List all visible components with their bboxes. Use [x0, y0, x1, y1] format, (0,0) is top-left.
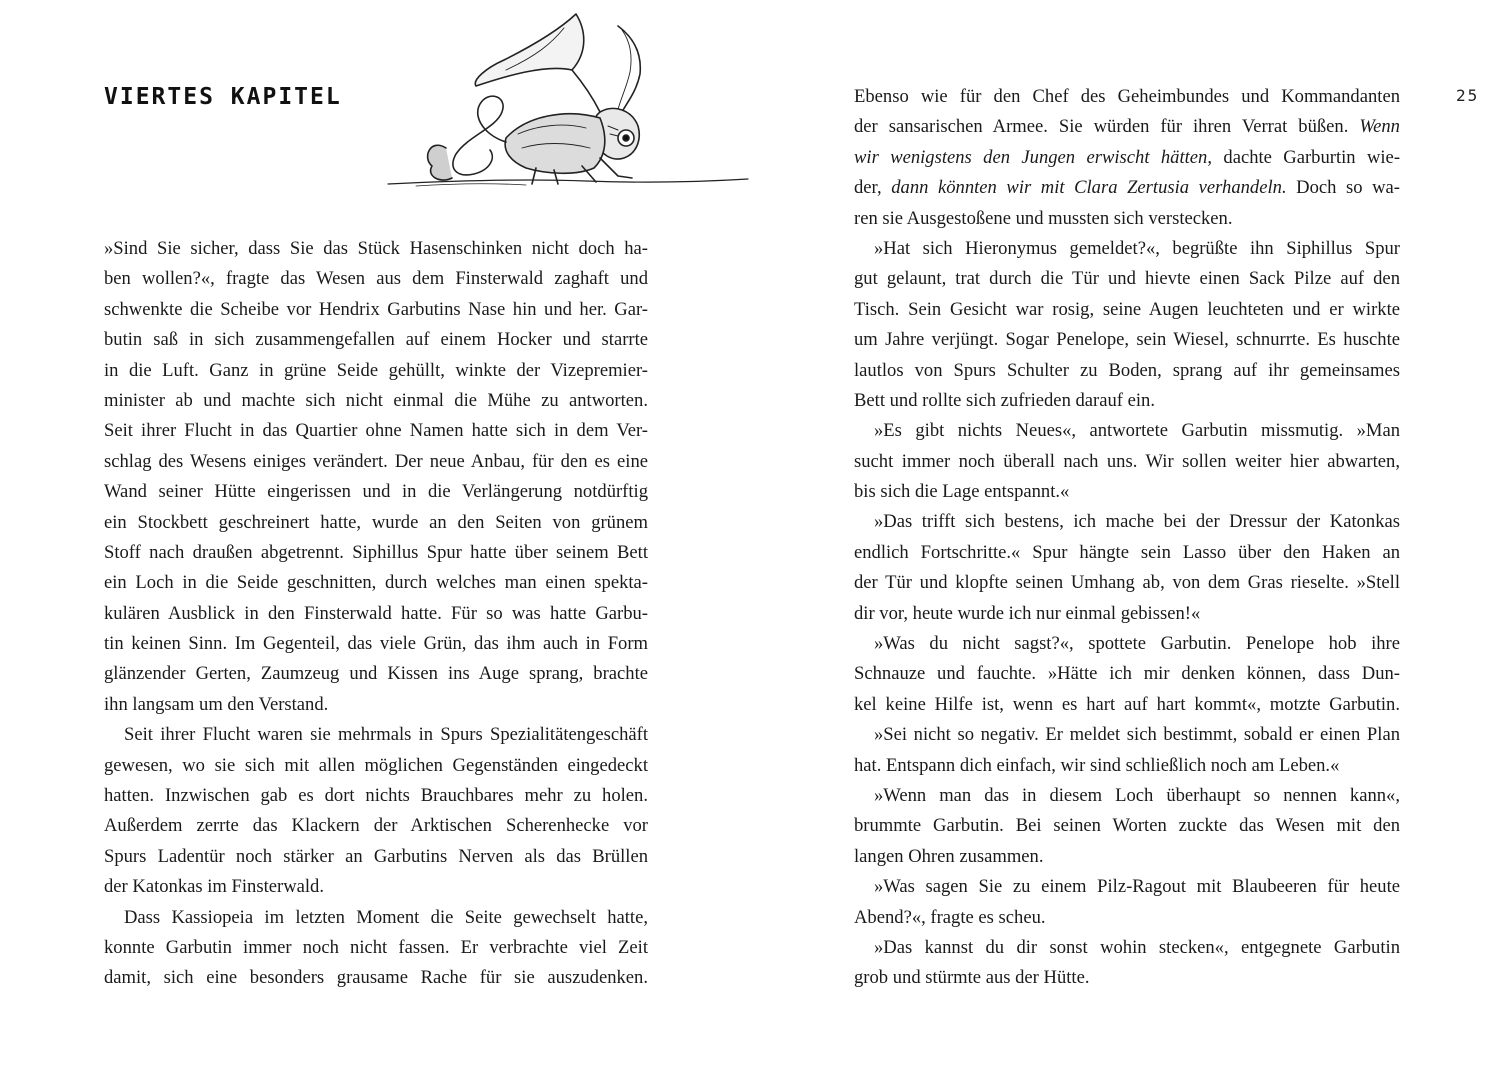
text-line: damit, sich eine besonders grausame Rache für sie auszudenken. — [104, 967, 648, 989]
text-line: hatten. Inzwischen gab es dort nichts Brauchbares mehr zu holen. — [104, 785, 648, 807]
text-line: »Was sagen Sie zu einem Pilz-Ragout mit Blaubeeren für heute — [874, 876, 1400, 898]
right-page-text — [854, 82, 1400, 994]
text-line: dir vor, heute wurde ich nur einmal gebissen!« — [854, 602, 1201, 624]
text-line: »Das kannst du dir sonst wohin stecken«, entgegnete Garbutin — [874, 936, 1400, 958]
text-line: Ebenso wie für den Chef des Geheimbundes und Kommandanten — [854, 86, 1400, 107]
text-line: gut gelaunt, trat durch die Tür und hievte einen Sack Pilze auf den — [854, 268, 1400, 290]
page-number: 25 — [1456, 86, 1480, 105]
text-line: in die Luft. Ganz in grüne Seide gehüllt, winkte der Vizepremier- — [104, 359, 648, 381]
text-line: Wand seiner Hütte eingerissen und in die Verlängerung notdürftig — [104, 481, 648, 503]
text-line: endlich Fortschritte.« Spur hängte sein Lasso über den Haken an — [854, 541, 1400, 563]
text-line: Bett und rollte sich zufrieden darauf ein. — [854, 389, 1156, 411]
text-line: »Hat sich Hieronymus gemeldet?«, begrüßte ihn Siphillus Spur — [874, 237, 1400, 259]
text-line: ren sie Ausgestoßene und mussten sich verstecken. — [854, 207, 1233, 229]
italic-span: wir wenigstens den Jungen erwischt hätten — [854, 146, 1208, 168]
text-line: minister ab und machte sich nicht einmal die Mühe zu antworten. — [104, 389, 648, 411]
text-span: der, — [854, 177, 882, 199]
text-line: Seit ihrer Flucht in das Quartier ohne Namen hatte sich in dem Ver- — [104, 420, 648, 442]
text-line — [854, 112, 1400, 142]
text-span: Doch so wa- — [1296, 177, 1400, 199]
italic-span: dann könnten wir mit Clara Zertusia verhandeln. — [891, 177, 1287, 199]
text-line: »Was du nicht sagst?«, spottete Garbutin. Penelope hob ihre — [874, 633, 1400, 655]
text-line — [854, 173, 1400, 203]
text-line: lautlos von Spurs Schulter zu Boden, sprang auf ihr gemeinsames — [854, 359, 1400, 381]
text-line: sucht immer noch überall nach uns. Wir sollen weiter hier abwarten, — [854, 450, 1400, 472]
text-line: Abend?«, fragte es scheu. — [854, 906, 1046, 928]
text-line: Schnauze und fauchte. »Hätte ich mir denken können, dass Dun- — [854, 663, 1400, 685]
text-line: »Sei nicht so negativ. Er meldet sich bestimmt, sobald er einen Plan — [874, 724, 1400, 746]
text-line: brummte Garbutin. Bei seinen Worten zuckte das Wesen mit den — [854, 815, 1400, 837]
text-line: tin keinen Sinn. Im Gegenteil, das viele Grün, das ihm auch in Form — [104, 633, 648, 655]
text-line: glänzender Gerten, Zaumzeug und Kissen ins Auge sprang, brachte — [104, 663, 648, 685]
text-line: Tisch. Sein Gesicht war rosig, seine Augen leuchteten und er wirkte — [854, 298, 1400, 320]
text-line: ein Loch in die Seide geschnitten, durch welches man einen spekta- — [104, 572, 648, 594]
text-line: kel keine Hilfe ist, wenn es hart auf hart kommt«, motzte Garbutin. — [854, 693, 1400, 715]
text-line: kulären Ausblick in den Finsterwald hatte. Für so was hatte Garbu- — [104, 602, 648, 624]
text-line — [854, 143, 1400, 173]
text-span: , dachte Garburtin wie- — [1207, 146, 1401, 168]
creature-illustration — [386, 8, 750, 192]
text-line: der Katonkas im Finsterwald. — [104, 876, 324, 898]
italic-span: Wenn — [1359, 116, 1400, 138]
text-span: der sansarischen Armee. Sie würden für ihren Verrat büßen. — [854, 116, 1349, 138]
text-line: schlag des Wesens einiges verändert. Der neue Anbau, für den es eine — [104, 450, 648, 472]
text-line: bis sich die Lage entspannt.« — [854, 481, 1070, 503]
text-line: Seit ihrer Flucht waren sie mehrmals in Spurs Spezialitätengeschäft — [124, 724, 648, 746]
text-line: ein Stockbett geschreinert hatte, wurde an den Seiten von grünem — [104, 511, 648, 533]
text-line: gewesen, wo sie sich mit allen möglichen Gegenständen eingedeckt — [104, 754, 648, 776]
text-line: schwenkte die Scheibe vor Hendrix Garbutins Nase hin und her. Gar- — [104, 298, 648, 320]
chapter-title: VIERTES KAPITEL — [104, 84, 342, 110]
text-line: langen Ohren zusammen. — [854, 845, 1044, 867]
text-line: grob und stürmte aus der Hütte. — [854, 967, 1090, 989]
text-line: hat. Entspann dich einfach, wir sind schließlich noch am Leben.« — [854, 754, 1340, 776]
text-line: ben wollen?«, fragte das Wesen aus dem Finsterwald zaghaft und — [104, 268, 648, 290]
text-line: konnte Garbutin immer noch nicht fassen. Er verbrachte viel Zeit — [104, 936, 648, 958]
text-line: »Wenn man das in diesem Loch überhaupt so nennen kann«, — [874, 784, 1400, 806]
text-line: »Das trifft sich bestens, ich mache bei der Dressur der Katonkas — [874, 511, 1400, 533]
text-line: Stoff nach draußen abgetrennt. Siphillus Spur hatte über seinem Bett — [104, 541, 648, 563]
text-line: Außerdem zerrte das Klackern der Arktischen Scherenhecke vor — [104, 815, 648, 837]
text-line: »Es gibt nichts Neues«, antwortete Garbutin missmutig. »Man — [874, 420, 1400, 442]
text-line: um Jahre verjüngt. Sogar Penelope, sein Wiesel, schnurrte. Es huschte — [854, 329, 1400, 351]
text-line: ihn langsam um den Verstand. — [104, 693, 329, 715]
left-page-text — [104, 234, 648, 994]
text-line: butin saß in sich zusammengefallen auf einem Hocker und starrte — [104, 329, 648, 351]
text-line: Dass Kassiopeia im letzten Moment die Seite gewechselt hatte, — [124, 906, 648, 928]
right-page — [750, 0, 1500, 1086]
text-line: Spurs Ladentür noch stärker an Garbutins Nerven als das Brüllen — [104, 845, 648, 867]
text-line: »Sind Sie sicher, dass Sie das Stück Hasenschinken nicht doch ha- — [104, 238, 648, 259]
text-line: der Tür und klopfte seinen Umhang ab, von dem Gras rieselte. »Stell — [854, 572, 1400, 594]
